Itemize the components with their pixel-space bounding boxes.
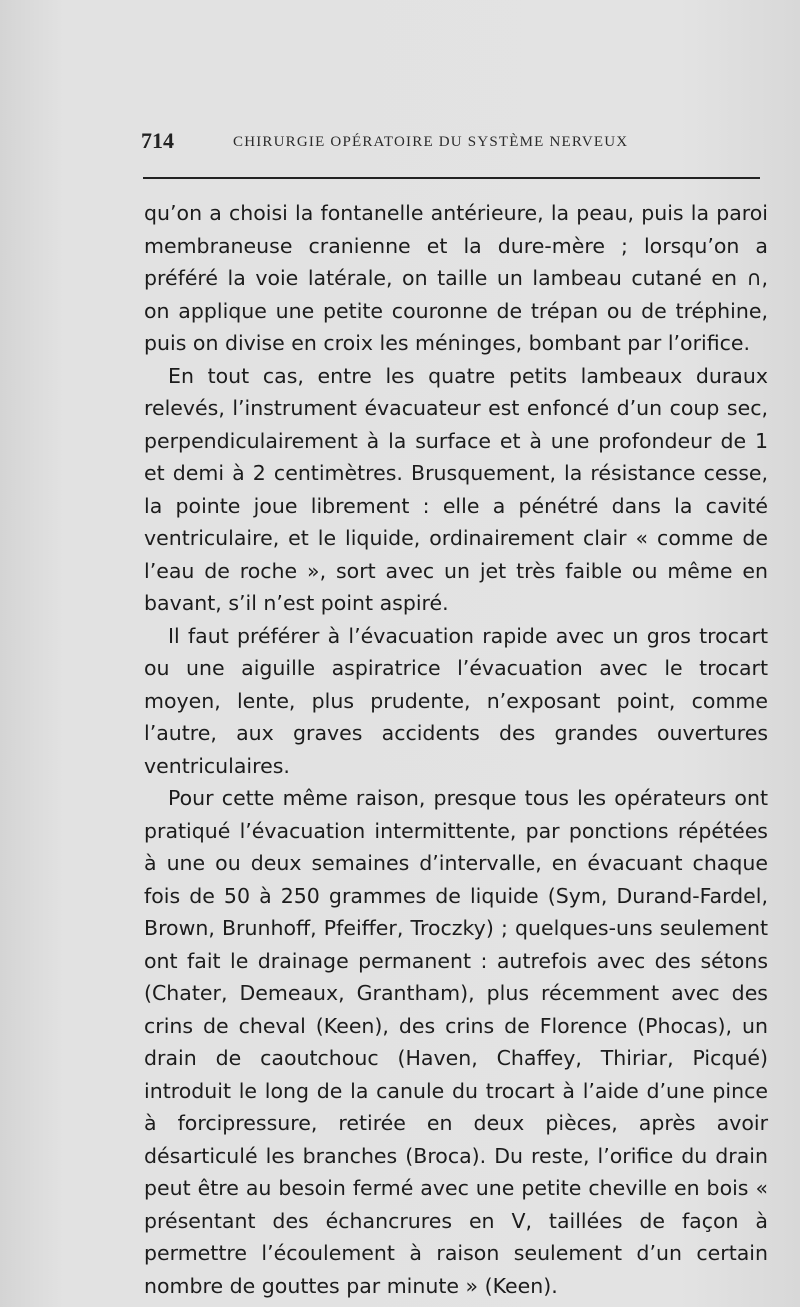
- header-rule: [143, 177, 760, 179]
- paragraph: En tout cas, entre les quatre petits lambeaux duraux relevés, l’instrument évacuateur est enfoncé d’un coup sec, perpendiculairement à la surface et à une profondeur de 1 et demi à 2 centimètres. Brusquement, la résistance cesse, la pointe joue librement : elle a pénétré dans la cavité ventriculaire, et le liquide, ordinairement clair « comme de l’eau de roche », sort avec un jet très faible ou même en bavant, s’il n’est point aspiré.: [144, 363, 768, 615]
- page-number: 714: [141, 128, 174, 153]
- paragraph: Pour cette même raison, presque tous les opérateurs ont pratiqué l’évacuation intermittente, par ponctions répétées à une ou deux semaines d’intervalle, en évacuant chaque fois de 50 à 250 grammes de liquide (Sym, Durand-Fardel, Brown, Brunhoff, Pfeiffer, Troczky) ; quelques-uns seulement ont fait le drainage permanent : autrefois avec des sétons (Chater, Demeaux, Grantham), plus récemment avec des crins de cheval (Keen), des crins de Florence (Phocas), un drain de caoutchouc (Haven, Chaffey, Thiriar, Picqué) introduit le long de la canule du trocart à l’aide d’une pince à forcipressure, retirée en deux pièces, après avoir désarticulé les branches (Broca). Du reste, l’orifice du drain peut être au besoin fermé avec une petite cheville en bois « présentant des échancrures en V, taillées de façon à permettre l’écoulement à raison seulement d’un certain nombre de gouttes par minute » (Keen).: [144, 786, 768, 1298]
- paragraph: Il faut préférer à l’évacuation rapide avec un gros trocart ou une aiguille aspiratrice l’évacuation avec le trocart moyen, lente, plus prudente, n’exposant point, comme l’autre, aux graves accidents des grandes ouvertures ventriculaires.: [144, 623, 768, 778]
- paragraph: qu’on a choisi la fontanelle antérieure, la peau, puis la paroi membraneuse cranienne et la dure-mère ; lorsqu’on a préféré la voie latérale, on taille un lambeau cutané en ∩, on applique une petite couronne de trépan ou de tréphine, puis on divise en croix les méninges, bombant par l’orifice.: [144, 201, 768, 355]
- running-title: CHIRURGIE OPÉRATOIRE DU SYSTÈME NERVEUX: [233, 134, 629, 150]
- body-text: [144, 197, 768, 1302]
- page-header: [141, 128, 761, 160]
